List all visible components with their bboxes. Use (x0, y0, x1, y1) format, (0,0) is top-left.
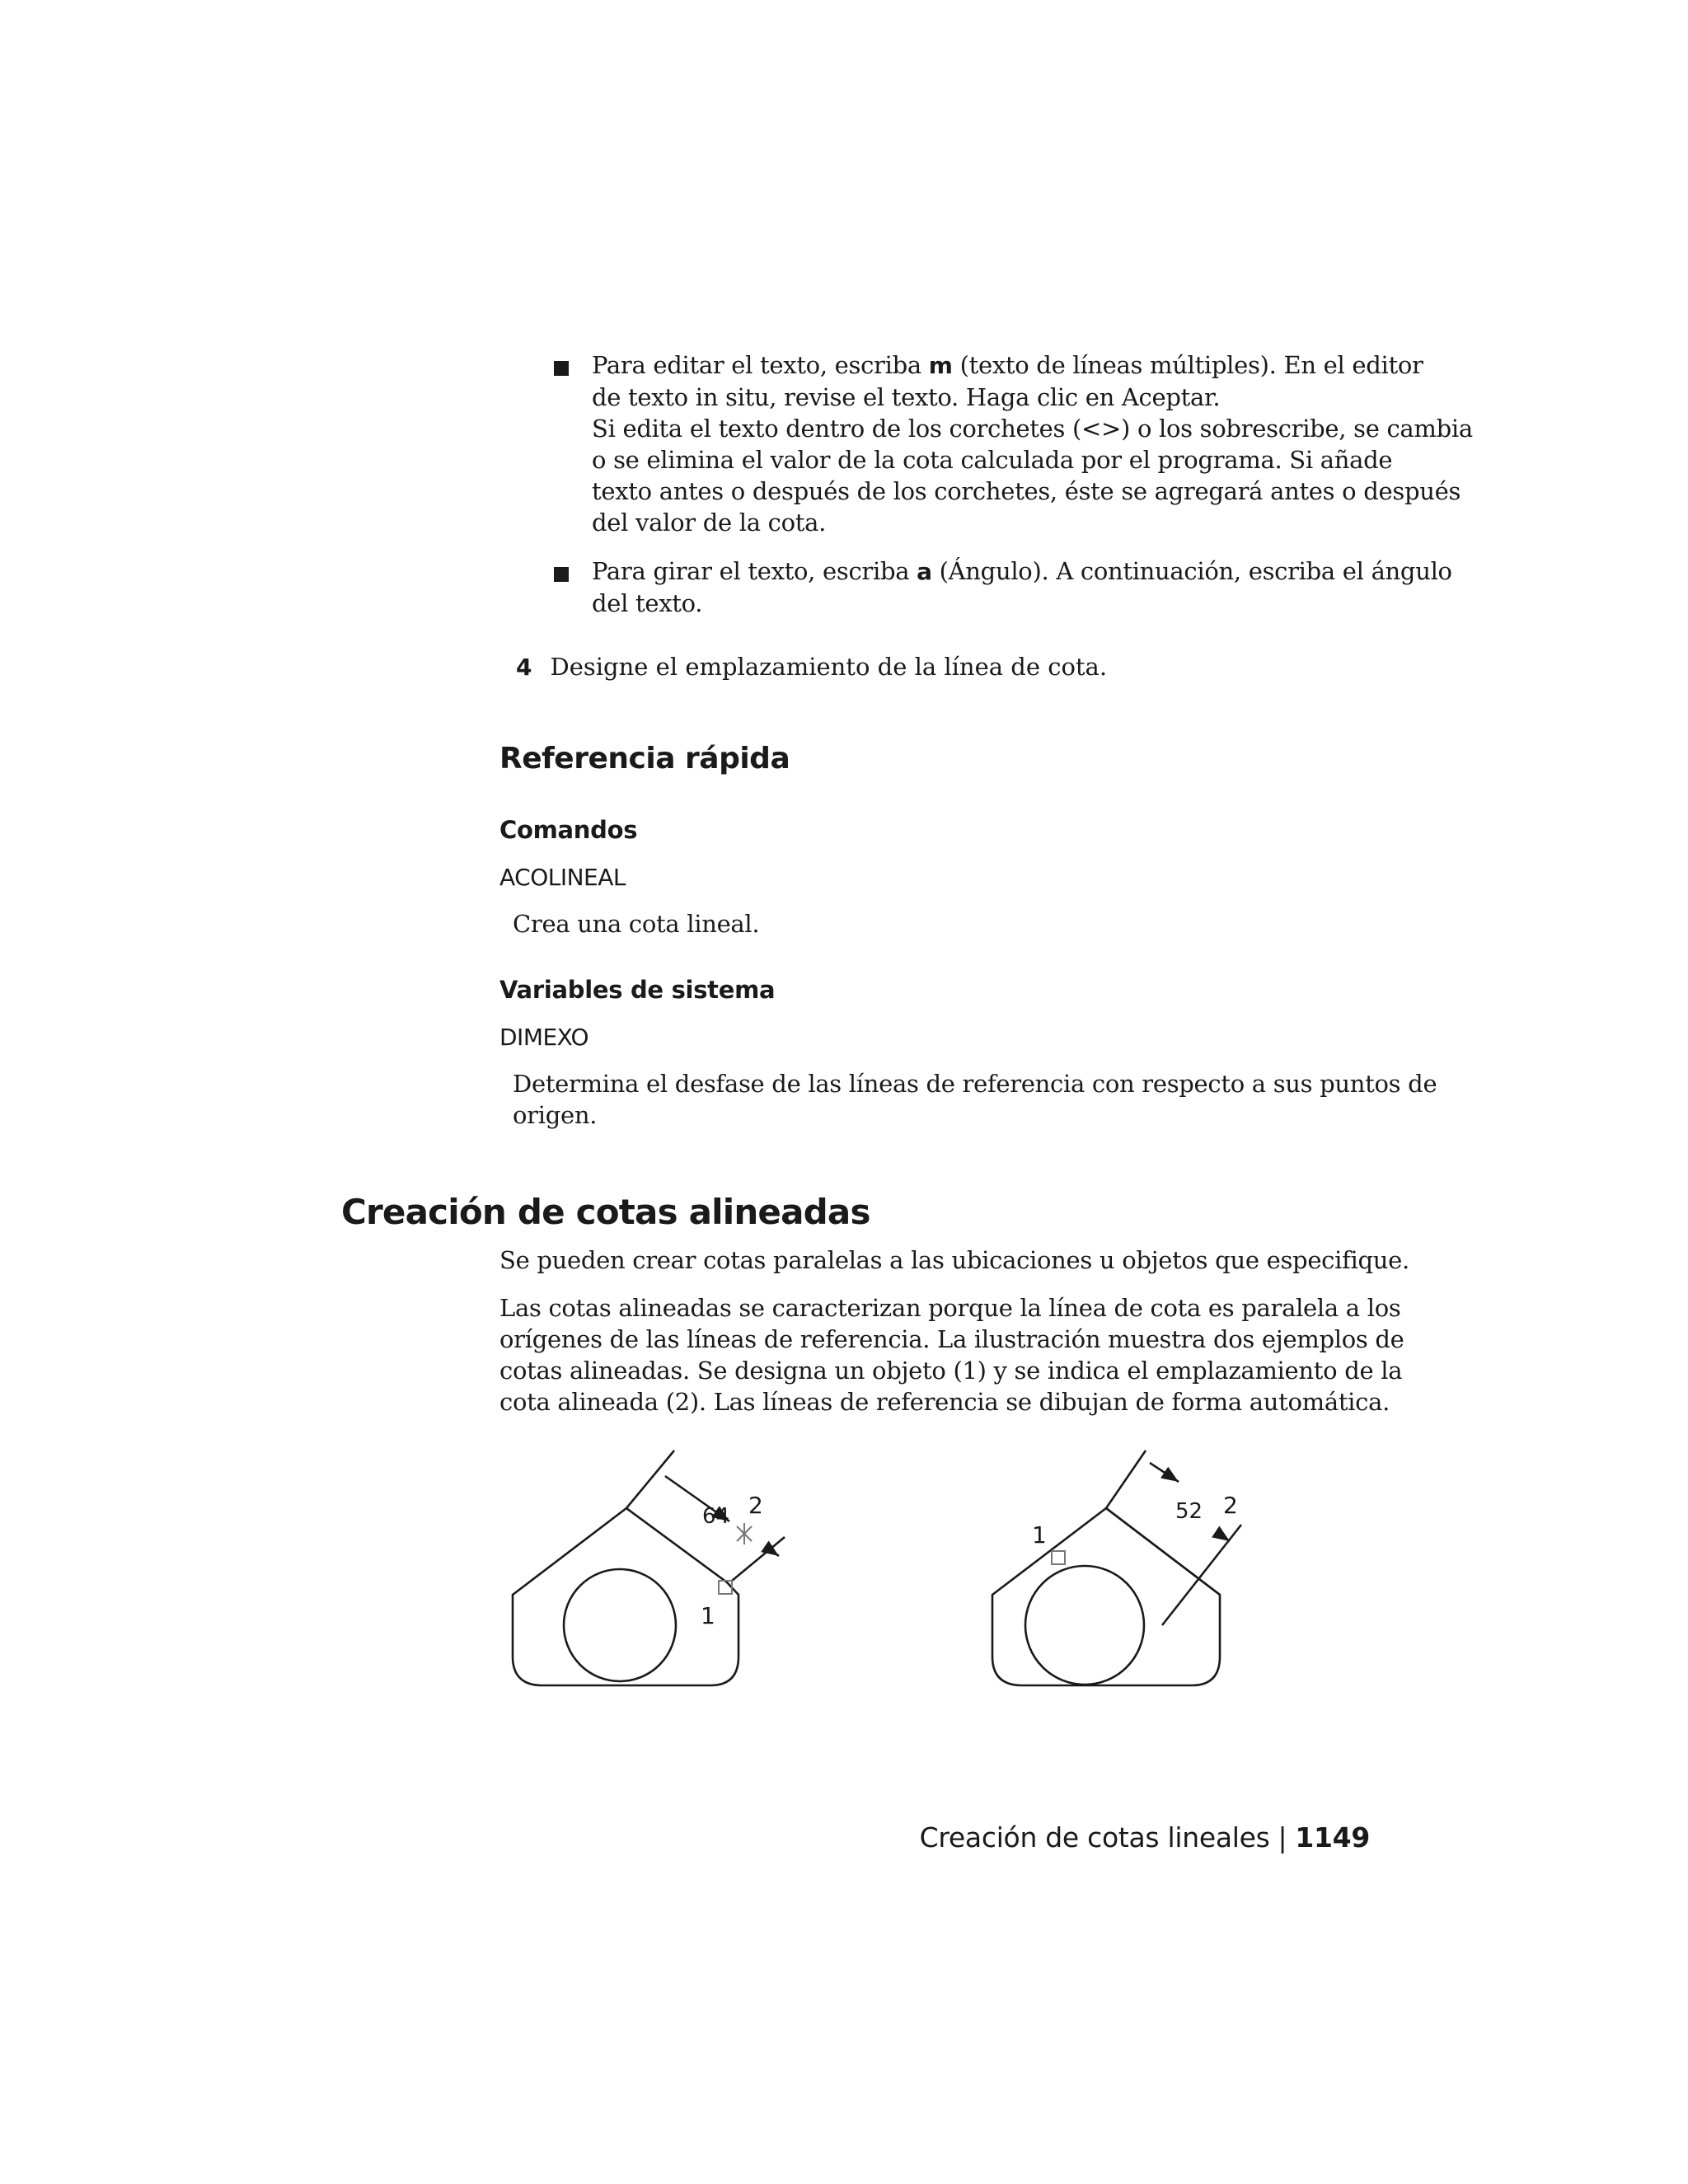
option-key: m (928, 352, 953, 379)
text-line: o se elimina el valor de la cota calculada por el programa. Si añade (592, 446, 1393, 474)
example-right (992, 1451, 1241, 1685)
alignment-line (1106, 1508, 1220, 1595)
section-heading: Creación de cotas alineadas (341, 1192, 870, 1232)
text-line: Determina el desfase de las líneas de referencia con respecto a sus puntos de (513, 1070, 1437, 1098)
dimension-value-right: 52 (1175, 1499, 1203, 1524)
text-span: Para editar el texto, escriba (592, 351, 929, 379)
section-intro (499, 1244, 1409, 1276)
page-number: 1149 (1295, 1821, 1370, 1854)
extension-line (626, 1451, 674, 1508)
step-number: 4 (516, 654, 532, 681)
text-line: orígenes de las líneas de referencia. La ilustración muestra dos ejemplos de (499, 1325, 1404, 1353)
text-span: (texto de líneas múltiples). En el editor (952, 351, 1423, 379)
bullet-square (554, 361, 569, 376)
text-line: Se pueden crear cotas paralelas a las ubicaciones u objetos que especifique. (499, 1246, 1409, 1274)
text-line: del valor de la cota. (592, 509, 826, 537)
bullet-text (592, 555, 1452, 619)
system-variables-heading: Variables de sistema (499, 976, 776, 1004)
bullet-square (554, 567, 569, 582)
object-pick-box (719, 1581, 732, 1594)
page-footer (920, 1821, 1370, 1854)
part-circle (564, 1569, 676, 1681)
commands-heading: Comandos (499, 816, 638, 844)
text-line: Crea una cota lineal. (513, 910, 760, 938)
label-location-left: 2 (748, 1492, 763, 1519)
text-line: origen. (513, 1101, 598, 1129)
text-line: cotas alineadas. Se designa un objeto (1) y se indica el emplazamiento de la (499, 1357, 1403, 1385)
sysvar-name: DIMEXO (499, 1024, 589, 1051)
section-body (499, 1292, 1404, 1418)
example-left (513, 1451, 785, 1685)
text-span: (Ángulo). A continuación, escriba el ángulo (931, 557, 1452, 585)
object-pick-box (1052, 1551, 1065, 1564)
quick-reference-heading: Referencia rápida (499, 742, 790, 776)
text-line: Si edita el texto dentro de los corchetes (<>) o los sobrescribe, se cambia (592, 415, 1473, 443)
text-line: texto antes o después de los corchetes, éste se agregará antes o después (592, 477, 1461, 505)
text-line: del texto. (592, 589, 703, 617)
bullet-text (592, 349, 1473, 538)
part-circle (1025, 1566, 1144, 1685)
text-span: Para girar el texto, escriba (592, 557, 917, 585)
dimension-line (1150, 1463, 1179, 1482)
extension-line (1106, 1451, 1146, 1508)
label-location-right: 2 (1223, 1492, 1238, 1519)
option-key: a (917, 558, 932, 585)
command-name: ACOLINEAL (499, 864, 626, 891)
text-line: Las cotas alineadas se caracterizan porque la línea de cota es paralela a los (499, 1294, 1401, 1322)
part-outline (513, 1508, 738, 1685)
dimension-line (1220, 1535, 1230, 1541)
label-object-left: 1 (701, 1602, 715, 1629)
step-text: Designe el emplazamiento de la línea de cota. (550, 653, 1108, 681)
footer-title: Creación de cotas lineales (919, 1821, 1270, 1854)
extension-line (732, 1537, 785, 1581)
aligned-dimension-figure (495, 1434, 1253, 1706)
dimension-value-left: 64 (702, 1504, 730, 1529)
footer-separator: | (1278, 1821, 1287, 1854)
command-description (513, 908, 759, 940)
text-line: de texto in situ, revise el texto. Haga clic en Aceptar. (592, 383, 1221, 411)
location-pick-marker (737, 1523, 752, 1544)
sysvar-description (513, 1068, 1437, 1131)
step-item (516, 651, 1107, 683)
text-line: cota alineada (2). Las líneas de referencia se dibujan de forma automática. (499, 1388, 1390, 1416)
label-object-right: 1 (1032, 1521, 1047, 1549)
